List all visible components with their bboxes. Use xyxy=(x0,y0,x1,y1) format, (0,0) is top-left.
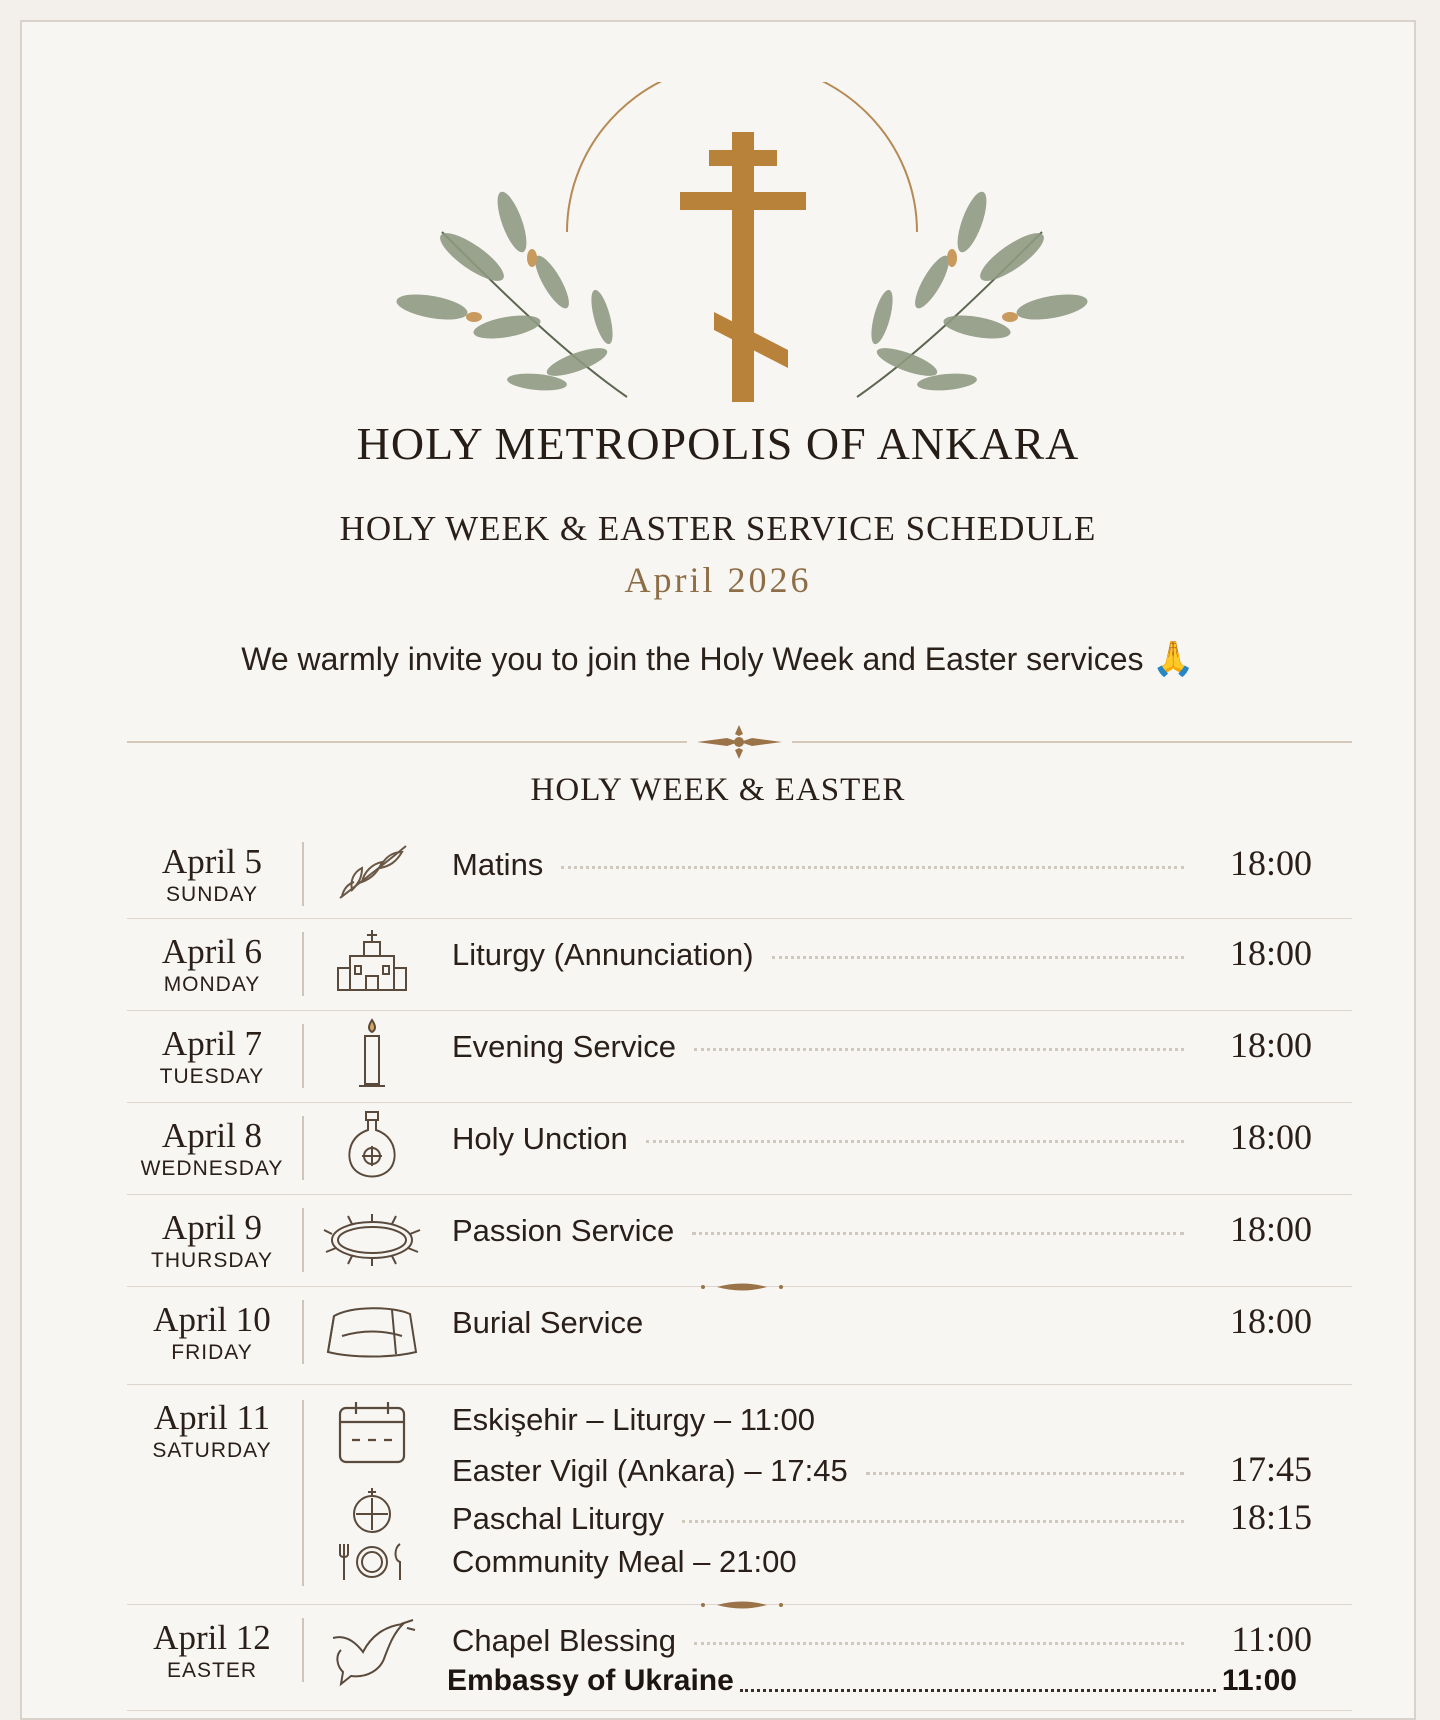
schedule-row-april-9 xyxy=(127,1196,1352,1287)
praying-hands-icon: 🙏 xyxy=(1152,640,1195,678)
service-line xyxy=(452,1618,1312,1658)
service-line xyxy=(452,932,1312,972)
date-label: April 6 xyxy=(161,932,263,971)
schedule-row-april-5 xyxy=(127,822,1352,919)
dot-leader xyxy=(561,866,1184,869)
service-time: 18:00 xyxy=(1229,1025,1312,1065)
service-name: Embassy of Ukraine xyxy=(447,1664,734,1697)
calendar-icon xyxy=(332,1398,412,1470)
schedule-row-april-12 xyxy=(127,1606,1352,1706)
weekday-label: TUESDAY xyxy=(159,1065,265,1088)
dot-leader xyxy=(815,1568,1184,1571)
cross-wreath-emblem xyxy=(362,82,1122,412)
date-label: April 12 xyxy=(153,1618,271,1657)
service-line xyxy=(452,1208,1312,1248)
candle-icon xyxy=(332,1018,412,1090)
dot-leader xyxy=(833,1426,1184,1429)
schedule-row-april-7 xyxy=(127,1012,1352,1103)
column-divider xyxy=(302,1618,304,1682)
service-name: Liturgy (Annunciation) xyxy=(452,937,754,972)
service-line xyxy=(452,1448,1312,1488)
schedule-row-april-8 xyxy=(127,1104,1352,1195)
service-time: 11:00 xyxy=(1231,1619,1312,1659)
column-divider xyxy=(302,1400,304,1586)
service-line xyxy=(452,842,1312,882)
date-label: April 5 xyxy=(161,842,263,881)
service-time: 18:00 xyxy=(1229,1301,1312,1341)
service-line xyxy=(452,1024,1312,1064)
column-divider xyxy=(302,932,304,996)
column-divider xyxy=(302,1024,304,1088)
service-name: Paschal Liturgy xyxy=(452,1501,664,1536)
weekday-label: MONDAY xyxy=(163,973,261,996)
dot-leader xyxy=(740,1689,1216,1692)
column-divider xyxy=(302,1208,304,1272)
date-cell xyxy=(127,842,297,908)
date-cell xyxy=(127,1398,297,1464)
date-cell xyxy=(127,1300,297,1366)
schedule-row-april-10 xyxy=(127,1288,1352,1385)
section-title: HOLY WEEK & EASTER xyxy=(530,772,906,808)
plate-cutlery-icon xyxy=(332,1536,412,1586)
service-line xyxy=(452,1300,1312,1340)
service-line xyxy=(447,1664,1297,1704)
dot-leader xyxy=(772,956,1184,959)
weekday-label: SATURDAY xyxy=(152,1439,272,1462)
service-name: Passion Service xyxy=(452,1213,675,1248)
date-cell xyxy=(127,1024,297,1090)
service-line xyxy=(452,1496,1312,1536)
oil-flask-icon xyxy=(332,1110,412,1182)
dove-icon xyxy=(327,1616,417,1688)
bottom-divider xyxy=(127,1710,1352,1711)
service-name: Chapel Blessing xyxy=(452,1623,677,1658)
page-title: HOLY METROPOLIS OF ANKARA xyxy=(356,418,1080,469)
cross-orb-icon xyxy=(332,1486,412,1536)
service-time: 17:45 xyxy=(1229,1449,1312,1489)
schedule-row-april-6 xyxy=(127,920,1352,1011)
crown-of-thorns-icon xyxy=(322,1204,422,1276)
date-label: April 10 xyxy=(153,1300,271,1339)
weekday-label: THURSDAY xyxy=(151,1249,273,1272)
service-time: 18:15 xyxy=(1229,1497,1312,1537)
ornamental-divider xyxy=(127,722,1352,762)
column-divider xyxy=(302,842,304,906)
service-line xyxy=(452,1402,1312,1442)
schedule-month: April 2026 xyxy=(624,560,812,600)
service-line xyxy=(452,1544,1312,1584)
dot-leader xyxy=(661,1324,1184,1327)
dot-leader xyxy=(646,1140,1184,1143)
invitation-message: We warmly invite you to join the Holy Week and Easter services xyxy=(241,641,1144,677)
schedule-card xyxy=(20,20,1416,1720)
service-time: 11:00 xyxy=(1221,1664,1297,1697)
service-name: Evening Service xyxy=(452,1029,677,1064)
date-cell xyxy=(127,1208,297,1274)
dot-leader xyxy=(694,1642,1184,1645)
weekday-label: EASTER xyxy=(166,1659,258,1682)
service-line xyxy=(452,1116,1312,1156)
date-cell xyxy=(127,1618,297,1684)
date-cell xyxy=(127,1116,297,1182)
column-divider xyxy=(302,1300,304,1364)
service-time: 18:00 xyxy=(1229,1209,1312,1249)
weekday-label: WEDNESDAY xyxy=(140,1157,284,1180)
dot-leader xyxy=(692,1232,1184,1235)
olive-branch-icon xyxy=(332,836,412,908)
service-time: 18:00 xyxy=(1229,1117,1312,1157)
date-cell xyxy=(127,932,297,998)
column-divider xyxy=(302,1116,304,1180)
service-name: Holy Unction xyxy=(452,1121,628,1156)
dot-leader xyxy=(866,1472,1184,1475)
weekday-label: SUNDAY xyxy=(166,883,258,906)
service-name: Burial Service xyxy=(452,1305,644,1340)
service-name: Eskişehir – Liturgy – 11:00 xyxy=(452,1402,816,1437)
church-icon xyxy=(332,928,412,1000)
page-subtitle: HOLY WEEK & EASTER SERVICE SCHEDULE xyxy=(339,509,1097,548)
invitation-text xyxy=(22,639,1414,679)
dot-leader xyxy=(694,1048,1184,1051)
service-name: Community Meal – 21:00 xyxy=(452,1544,797,1579)
service-name: Easter Vigil (Ankara) – 17:45 xyxy=(452,1453,848,1488)
date-label: April 9 xyxy=(161,1208,263,1247)
date-label: April 8 xyxy=(161,1116,263,1155)
service-time: 18:00 xyxy=(1229,933,1312,973)
schedule-row-april-11 xyxy=(127,1386,1352,1605)
shroud-icon xyxy=(322,1296,422,1368)
weekday-label: FRIDAY xyxy=(171,1341,253,1364)
dot-leader xyxy=(682,1520,1184,1523)
service-time: 18:00 xyxy=(1229,843,1312,883)
service-name: Matins xyxy=(452,847,544,882)
date-label: April 11 xyxy=(153,1398,271,1437)
date-label: April 7 xyxy=(161,1024,263,1063)
